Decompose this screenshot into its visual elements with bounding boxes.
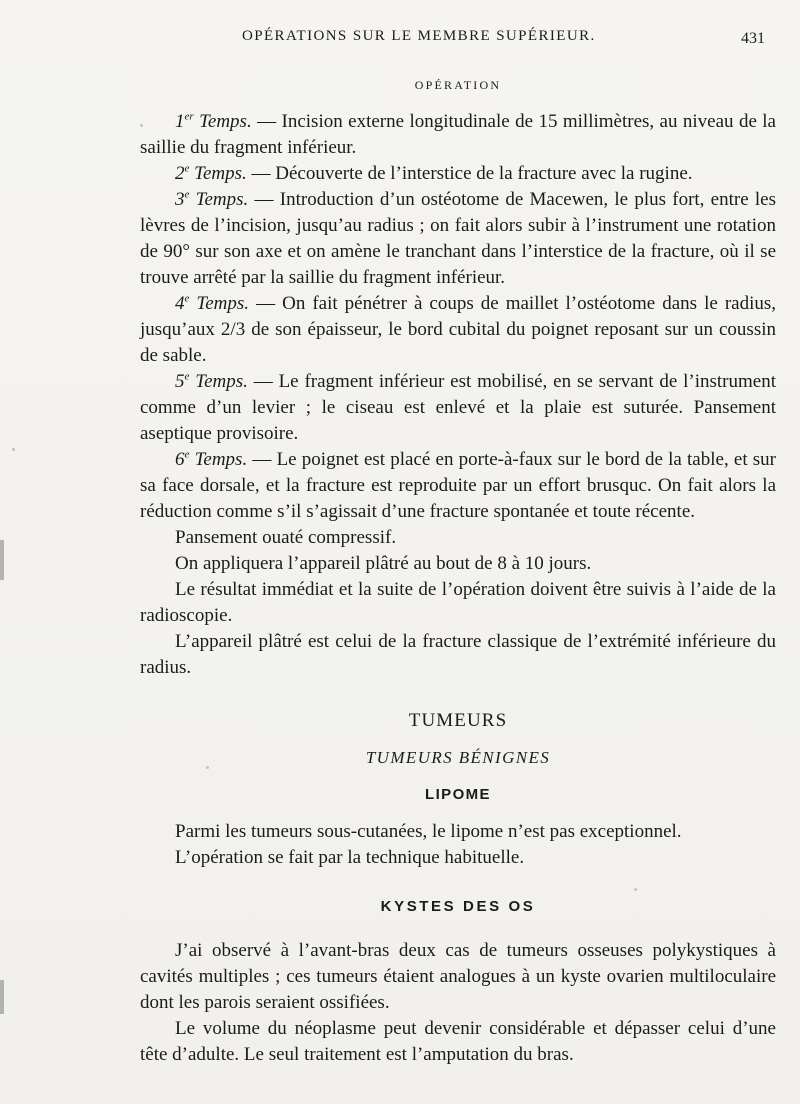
section-label: OPÉRATION [414, 78, 502, 92]
body-paragraph: Pansement ouaté compressif. [175, 527, 397, 548]
scan-speck [12, 448, 15, 451]
temps-label: 3e Temps. [175, 188, 249, 210]
temps-text: — Le fragment inférieur est mobilisé, en se servant de l’instrument comme d’un levier ; le ciseau est enlevé et la plaie est suturée. Pansement aseptique provisoire. [140, 371, 776, 444]
temps-text: — Introduction d’un ostéotome de Macewen, le plus fort, entre les lèvres de l’incision, jusqu’au radius ; on fait alors subir à l’instrument une rotation de 90° sur son axe et on amène le tranchant dans l’interstice de la fracture, où il se trouve arrêté par la saillie du fragment inférieur. [140, 189, 776, 288]
section-heading-tumeurs: TUMEURS [408, 710, 508, 731]
body-paragraph: Le volume du néoplasme peut devenir considérable et dépasser celui d’une tête d’adulte. Le seul traitement est l’amputation du bras. [140, 1018, 776, 1065]
temps-paragraph-3 [140, 187, 776, 291]
temps-label: 1er Temps. [175, 110, 252, 132]
scan-edge-mark [0, 980, 4, 1014]
body-paragraph: On appliquera l’appareil plâtré au bout de 8 à 10 jours. [175, 553, 592, 574]
heading-kystes-des-os: KYSTES DES OS [380, 898, 536, 915]
temps-text: — Le poignet est placé en porte-à-faux sur le bord de la table, et sur sa face dorsale, et la fracture est reproduite par un effort brusquc. On fait alors la réduction comme s’il s’agissait d’une fracture spontanée et toute récente. [140, 449, 777, 522]
scan-speck [140, 124, 143, 127]
body-paragraph: L’appareil plâtré est celui de la fracture classique de l’extrémité inférieure du radius. [140, 631, 776, 678]
body-paragraph: J’ai observé à l’avant-bras deux cas de tumeurs osseuses polykystiques à cavités multiples ; ces tumeurs étaient analogues à un kyste ovarien multiloculaire dont les parois seraient ossifiées. [140, 940, 776, 1013]
body-paragraph: Parmi les tumeurs sous-cutanées, le lipome n’est pas exceptionnel. [175, 821, 682, 842]
subheading-tumeurs-benignes: TUMEURS BÉNIGNES [365, 748, 551, 767]
temps-paragraph-2 [140, 161, 776, 187]
temps-label: 5e Temps. [175, 370, 248, 392]
temps-label: 6e Temps. [175, 448, 248, 470]
body-paragraph: L’opération se fait par la technique habituelle. [175, 847, 525, 868]
temps-paragraph-6 [140, 447, 776, 525]
heading-lipome: LIPOME [425, 786, 491, 803]
scan-edge-mark [0, 540, 4, 580]
temps-text: — Découverte de l’interstice de la fracture avec la rugine. [246, 163, 693, 184]
running-title: OPÉRATIONS SUR LE MEMBRE SUPÉRIEUR. [242, 28, 596, 44]
page-number: 431 [741, 30, 765, 47]
temps-label: 2e Temps. [175, 162, 247, 184]
body-paragraph: Le résultat immédiat et la suite de l’opération doivent être suivis à l’aide de la radioscopie. [140, 579, 776, 626]
temps-paragraph-1 [140, 109, 776, 161]
scan-speck [634, 888, 637, 891]
temps-paragraph-5 [140, 369, 776, 447]
page-content [140, 78, 776, 1068]
scan-speck [206, 766, 209, 769]
temps-text: — On fait pénétrer à coups de maillet l’ostéotome dans le radius, jusqu’aux 2/3 de son épaisseur, le bord cubital du poignet reposant sur un coussin de sable. [140, 293, 776, 366]
running-head [0, 28, 800, 48]
temps-paragraph-4 [140, 291, 776, 369]
temps-label: 4e Temps. [175, 292, 250, 314]
temps-text: — Incision externe longitudinale de 15 millimètres, au niveau de la saillie du fragment inférieur. [140, 111, 776, 158]
